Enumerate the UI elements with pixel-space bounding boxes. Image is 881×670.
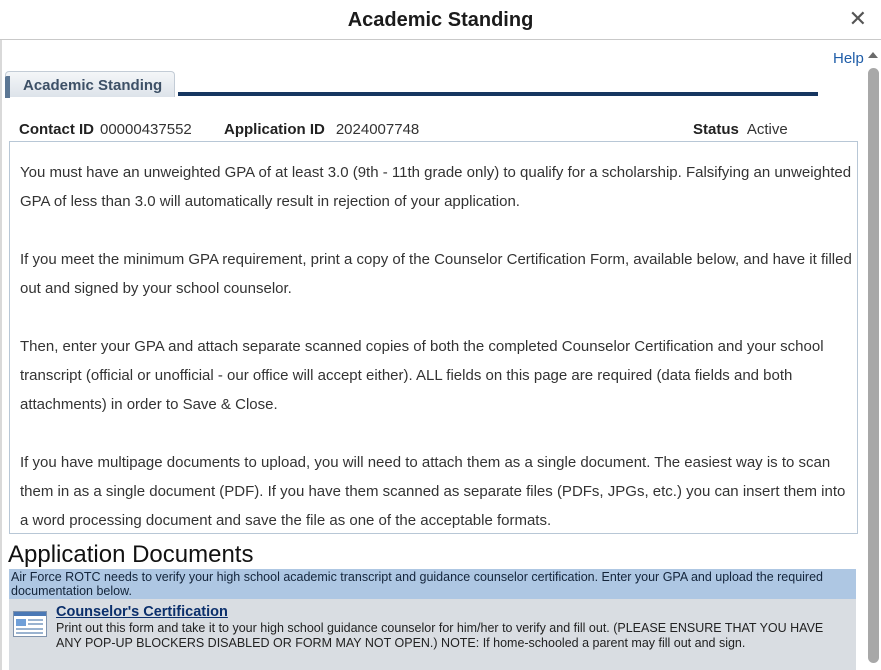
status-field	[693, 121, 788, 138]
document-row-counselor-certification	[9, 599, 856, 670]
dialog-title: Academic Standing	[347, 9, 534, 31]
tab-accent	[5, 76, 10, 98]
dialog-titlebar	[0, 0, 881, 40]
contact-id-label: Contact ID	[19, 121, 94, 138]
application-id-label: Application ID	[224, 121, 325, 138]
instructions-box	[9, 141, 858, 534]
status-label: Status	[693, 121, 739, 138]
contact-id-field	[19, 121, 192, 138]
counselor-certification-description: Print out this form and take it to your high school guidance counselor for him/her to verify and fill out. (PLEASE ENSURE THAT YOU HAVE ANY POP-UP BLOCKERS DISABLED OR FORM MAY NOT OPEN.) NOTE: If home-schooled a parent may fill out and sign.	[56, 621, 824, 650]
close-icon[interactable]: ✕	[848, 6, 867, 31]
help-link[interactable]: Help	[833, 50, 864, 67]
vertical-scrollbar[interactable]	[866, 48, 881, 670]
scroll-up-arrow-icon[interactable]	[868, 52, 878, 58]
contact-id-value: 00000437552	[100, 121, 192, 138]
tab-academic-standing[interactable]	[5, 71, 175, 97]
scrollbar-thumb[interactable]	[868, 68, 879, 663]
application-id-field	[224, 121, 419, 138]
form-document-icon[interactable]	[13, 611, 47, 637]
documents-info-bar: Air Force ROTC needs to verify your high school academic transcript and guidance counselor certification. Enter your GPA and upload the required documentation below.	[9, 569, 856, 599]
counselor-certification-link[interactable]: Counselor's Certification	[56, 604, 228, 620]
instruction-paragraph-attachments: Then, enter your GPA and attach separate scanned copies of both the completed Counselor Certification and your school transcript (official or unofficial - our office will accept either). ALL fields on this page are required (data fields and both attachments) in order to Save & Close.	[20, 338, 824, 413]
dialog-left-border	[0, 40, 2, 670]
tab-underline	[178, 92, 818, 96]
instruction-paragraph-gpa: You must have an unweighted GPA of at least 3.0 (9th - 11th grade only) to qualify for a scholarship. Falsifying an unweighted GPA of less than 3.0 will automatically result in rejection of your application.	[20, 164, 852, 210]
application-id-value: 2024007748	[335, 121, 420, 138]
status-value: Active	[746, 121, 788, 138]
instruction-paragraph-multipage: If you have multipage documents to upload, you will need to attach them as a single document. The easiest way is to scan them in as a single document (PDF). If you have them scanned as separate files (PDFs, JPGs, etc.) you can insert them into a word processing document and save the file as one of the acceptable formats.	[20, 454, 846, 529]
tab-label: Academic Standing	[23, 77, 163, 94]
instruction-paragraph-counselor-form: If you meet the minimum GPA requirement, print a copy of the Counselor Certification Form, available below, and have it filled out and signed by your school counselor.	[20, 251, 852, 297]
application-documents-heading: Application Documents	[8, 541, 254, 568]
